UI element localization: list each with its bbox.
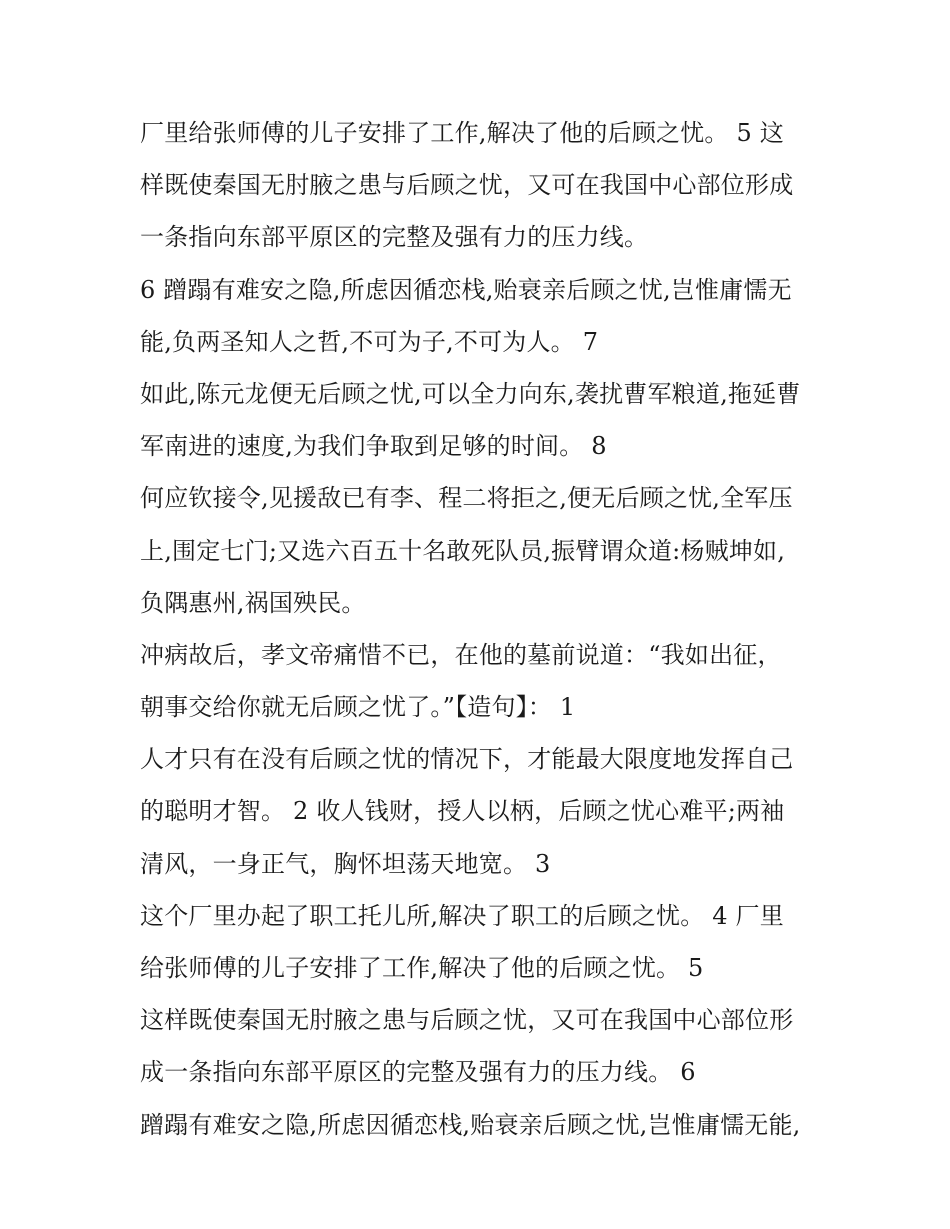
text-line: 这样既使秦国无肘腋之患与后顾之忧，又可在我国中心部位形	[140, 1006, 794, 1035]
text-line: 一条指向东部平原区的完整及强有力的压力线。	[140, 223, 649, 252]
text-line: 冲病故后，孝文帝痛惜不已，在他的墓前说道：“我如出征，	[140, 640, 782, 669]
text-line: 6 蹭蹋有难安之隐,所虑因循恋栈,贻衰亲后顾之忧,岂惟庸懦无	[140, 275, 792, 304]
text-line: 厂里给张师傅的儿子安排了工作,解决了他的后顾之忧。 5 这	[140, 119, 784, 147]
text-line: 成一条指向东部平原区的完整及强有力的压力线。 6	[140, 1058, 696, 1087]
text-line: 上,围定七门;又选六百五十名敢死队员,振臂谓众道:杨贼坤如,	[140, 536, 786, 565]
text-line: 的聪明才智。 2 收人钱财，授人以柄，后顾之忧心难平;两袖	[140, 797, 785, 826]
document-body	[140, 107, 830, 1151]
text-line: 负隅惠州,祸国殃民。	[140, 588, 366, 617]
text-line: 蹭蹋有难安之隐,所虑因循恋栈,贻衰亲后顾之忧,岂惟庸懦无能,	[140, 1110, 801, 1139]
text-line: 这个厂里办起了职工托儿所,解决了职工的后顾之忧。 4 厂里	[140, 901, 784, 930]
text-line: 清风，一身正气，胸怀坦荡天地宽。 3	[140, 849, 551, 878]
text-line: 何应钦接令,见援敌已有李、程二将拒之,便无后顾之忧,全军压	[140, 484, 793, 513]
text-line: 军南进的速度,为我们争取到足够的时间。 8	[140, 432, 607, 461]
text-line: 给张师傅的儿子安排了工作,解决了他的后顾之忧。 5	[140, 954, 704, 982]
text-line: 如此,陈元龙便无后顾之忧,可以全力向东,袭扰曹军粮道,拖延曹	[140, 379, 801, 408]
text-line: 朝事交给你就无后顾之忧了。”【造句】： 1	[140, 693, 576, 722]
text-line: 能,负两圣知人之哲,不可为子,不可为人。 7	[140, 327, 599, 356]
text-line: 人才只有在没有后顾之忧的情况下，才能最大限度地发挥自己	[140, 745, 794, 774]
text-line: 样既使秦国无肘腋之患与后顾之忧，又可在我国中心部位形成	[140, 171, 794, 200]
